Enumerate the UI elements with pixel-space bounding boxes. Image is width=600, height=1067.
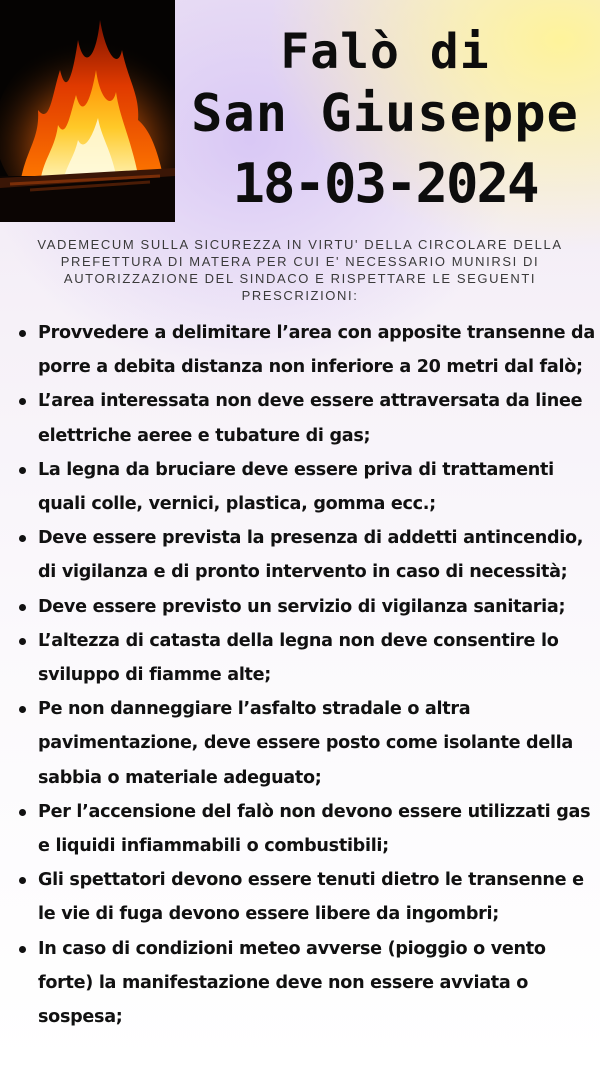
rule-item: L’area interessata non deve essere attraversata da linee elettriche aeree e tubature di gas; <box>16 384 600 452</box>
bonfire-photo <box>0 0 175 222</box>
rule-item: In caso di condizioni meteo avverse (pioggio o vento forte) la manifestazione deve non essere avviata o sospesa; <box>16 932 600 1035</box>
rule-item: Deve essere prevista la presenza di addetti antincendio, di vigilanza e di pronto intervento in caso di necessità; <box>16 521 600 589</box>
rule-item: Gli spettatori devono essere tenuti dietro le transenne e le vie di fuga devono essere libere da ingombri; <box>16 863 600 931</box>
title-line-2: San Giuseppe <box>191 84 579 144</box>
rule-item: Per l’accensione del falò non devono essere utilizzati gas e liquidi infiammabili o combustibili; <box>16 795 600 863</box>
rule-item: Deve essere previsto un servizio di vigilanza sanitaria; <box>16 590 600 624</box>
event-date: 18-03-2024 <box>232 152 538 215</box>
intro-text: VADEMECUM SULLA SICUREZZA IN VIRTU' DELLA CIRCOLARE DELLA PREFETTURA DI MATERA PER CUI E' NECESSARIO MUNIRSI DI AUTORIZZAZIONE DEL SINDACO E RISPETTARE LE SEGUENTI PRESCRIZIONI: <box>37 237 563 303</box>
title-line-1: Falò di <box>280 24 490 80</box>
rule-item: L’altezza di catasta della legna non deve consentire lo sviluppo di fiamme alte; <box>16 624 600 692</box>
rules-list <box>16 316 600 1034</box>
rule-item: Provvedere a delimitare l’area con apposite transenne da porre a debita distanza non inferiore a 20 metri dal falò; <box>16 316 600 384</box>
rule-item: Pe non danneggiare l’asfalto stradale o altra pavimentazione, deve essere posto come isolante della sabbia o materiale adeguato; <box>16 692 600 795</box>
rule-item: La legna da bruciare deve essere priva di trattamenti quali colle, vernici, plastica, gomma ecc.; <box>16 453 600 521</box>
